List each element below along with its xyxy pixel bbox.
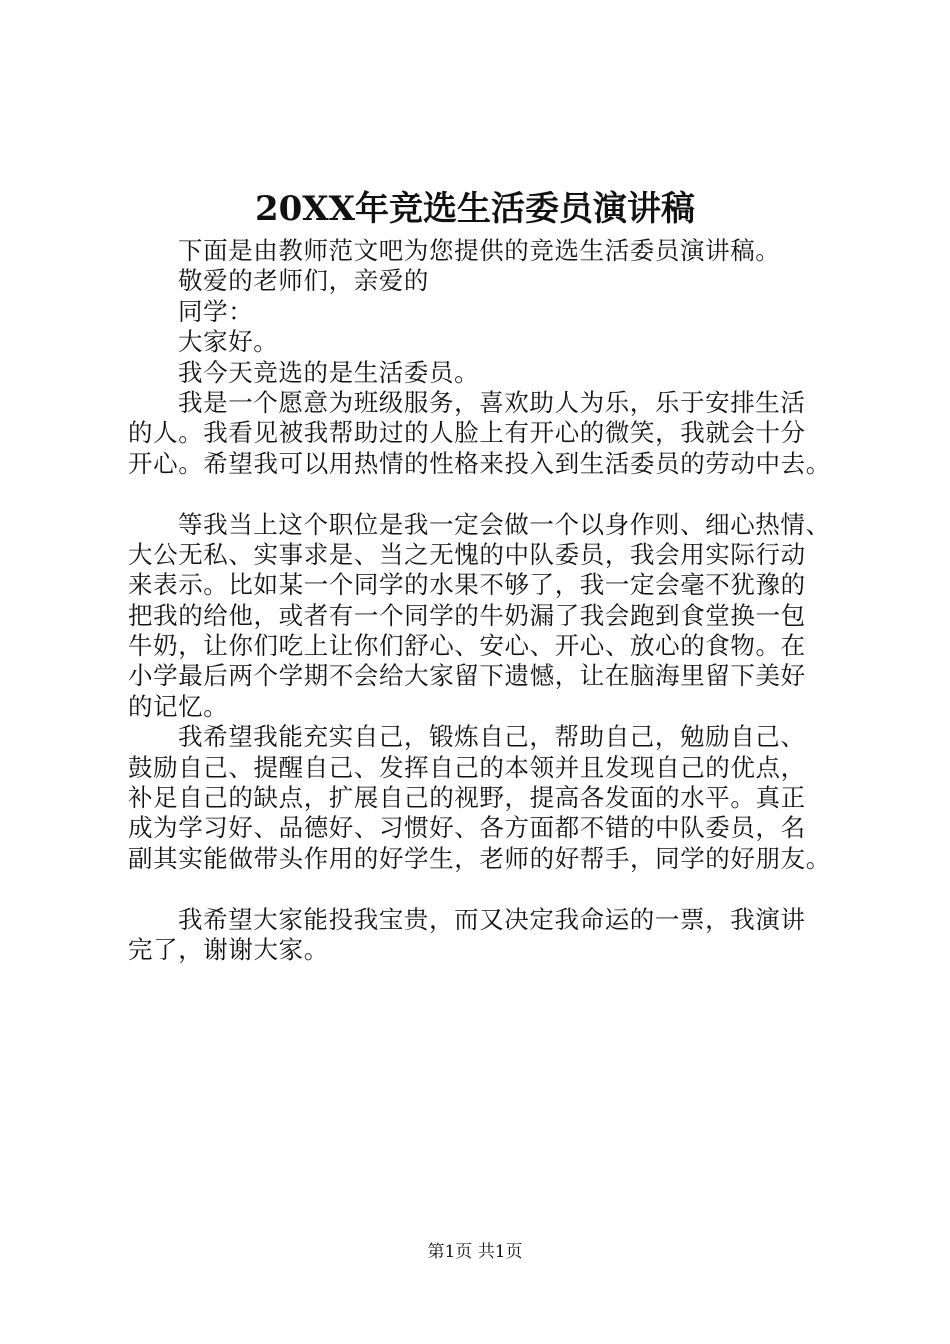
paragraph-2-line-4: 把我的给他，或者有一个同学的牛奶漏了我会跑到食堂换一包 — [128, 600, 806, 630]
paragraph-4-line-2: 完了，谢谢大家。 — [128, 934, 329, 964]
paragraph-1-line-3: 开心。希望我可以用热情的性格来投入到生活委员的劳动中去。 — [128, 448, 831, 478]
paragraph-4-line-1: 我希望大家能投我宝贵，而又决定我命运的一票，我演讲 — [178, 904, 806, 934]
greeting-line: 大家好。 — [178, 327, 279, 357]
salutation-line-2: 同学： — [178, 296, 254, 326]
paragraph-3-line-4: 成为学习好、品德好、习惯好、各方面都不错的中队委员，名 — [128, 813, 806, 843]
paragraph-2-line-1: 等我当上这个职位是我一定会做一个以身作则、细心热情、 — [178, 509, 831, 539]
paragraph-2-line-3: 来表示。比如某一个同学的水果不够了，我一定会毫不犹豫的 — [128, 570, 806, 600]
paragraph-3-line-3: 补足自己的缺点，扩展自己的视野，提高各发面的水平。真正 — [128, 783, 806, 813]
paragraph-spacer — [128, 874, 848, 904]
document-title: 20XX年竞选生活委员演讲稿 — [254, 189, 696, 229]
paragraph-2-line-6: 小学最后两个学期不会给大家留下遗憾，让在脑海里留下美好 — [128, 661, 806, 691]
intro-line: 下面是由教师范文吧为您提供的竞选生活委员演讲稿。 — [178, 236, 781, 265]
paragraph-1-line-2: 的人。我看见被我帮助过的人脸上有开心的微笑，我就会十分 — [128, 418, 806, 448]
salutation-line-1: 敬爱的老师们，亲爱的 — [178, 266, 429, 296]
paragraph-3-line-5: 副其实能做带头作用的好学生，老师的好帮手，同学的好朋友。 — [128, 843, 831, 873]
paragraph-spacer — [128, 479, 848, 509]
paragraph-2-line-2: 大公无私、实事求是、当之无愧的中队委员，我会用实际行动 — [128, 539, 806, 569]
paragraph-3-line-1: 我希望我能充实自己，锻炼自己，帮助自己，勉励自己、 — [178, 722, 806, 752]
paragraph-2-line-7: 的记忆。 — [128, 691, 229, 721]
paragraph-1-line-1: 我是一个愿意为班级服务，喜欢助人为乐，乐于安排生活 — [178, 387, 806, 417]
paragraph-2-line-5: 牛奶，让你们吃上让你们舒心、安心、开心、放心的食物。在 — [128, 631, 806, 661]
document-body — [128, 236, 848, 965]
statement-line: 我今天竞选的是生活委员。 — [178, 357, 480, 387]
page-footer: 第1页 共1页 — [427, 1242, 523, 1262]
paragraph-3-line-2: 鼓励自己、提醒自己、发挥自己的本领并且发现自己的优点， — [128, 752, 806, 782]
